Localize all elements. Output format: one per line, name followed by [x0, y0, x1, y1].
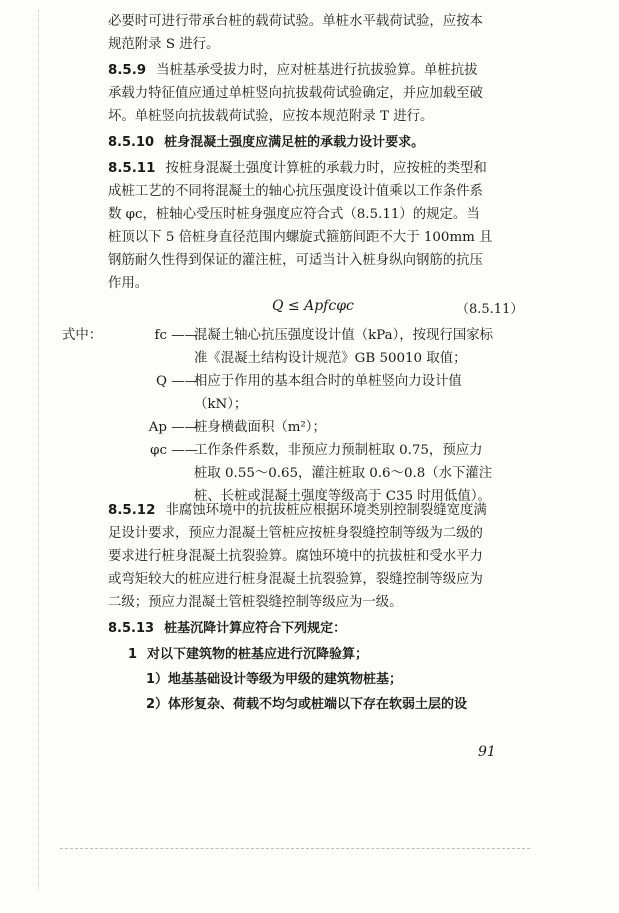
clause-number: 1 [128, 647, 138, 662]
text-line [108, 182, 520, 201]
clause-number: 8.5.9 [108, 63, 147, 78]
definition-symbol: Q —— [155, 374, 198, 389]
text-line [108, 159, 520, 178]
text-line [108, 570, 520, 589]
definition-text: （kN）； [194, 397, 248, 412]
definition-symbol: fc —— [154, 328, 198, 343]
line-text: 成桩工艺的不同将混凝土的轴心抗压强度设计值乘以工作条件系 [108, 184, 483, 199]
line-text: 数 φc，桩轴心受压时桩身强度应符合式（8.5.11）的规定。当 [108, 207, 480, 222]
equation-number: （8.5.11） [456, 302, 524, 317]
footer-rule [60, 848, 530, 849]
line-text: 桩基沉降计算应符合下列规定： [164, 621, 347, 636]
line-text: 非腐蚀环境中的抗拔桩应根据环境类别控制裂缝宽度满 [165, 503, 487, 518]
text-line [108, 133, 520, 152]
definition-text: 准《混凝土结构设计规范》GB 50010 取值； [194, 351, 467, 366]
clause-number: 8.5.11 [108, 161, 156, 176]
text-line [108, 524, 520, 543]
definition-symbol: Ap —— [148, 420, 198, 435]
equation: Q ≤ Apfcφc [272, 298, 354, 314]
text-line [108, 205, 520, 224]
line-text: 当桩基承受拔力时，应对桩基进行抗拔验算。单桩抗拔 [156, 63, 478, 78]
clause-number: 8.5.12 [108, 503, 156, 518]
text-line [108, 12, 520, 31]
line-text: 1）地基基础设计等级为甲级的建筑物桩基； [146, 672, 403, 687]
line-text: 规范附录 S 进行。 [108, 37, 220, 52]
definition-text: 工作条件系数，非预应力预制桩取 0.75，预应力 [194, 443, 483, 458]
line-text: 桩身混凝土强度应满足桩的承载力设计要求。 [164, 135, 425, 150]
definition-symbol: φc —— [150, 443, 198, 458]
text-line [108, 228, 520, 247]
line-text: 对以下建筑物的桩基应进行沉降验算； [147, 647, 369, 662]
line-text: 或弯矩较大的桩应进行桩身混凝土抗裂验算，裂缝控制等级应为 [108, 572, 483, 587]
line-text: 作用。 [108, 276, 149, 291]
text-line [128, 645, 520, 664]
clause-number: 8.5.10 [108, 135, 155, 150]
definition-text: 桩身横截面积（m²）； [194, 420, 326, 435]
definition-text: 桩取 0.55～0.65，灌注桩取 0.6～0.8（水下灌注 [194, 466, 493, 481]
clause-number: 8.5.13 [108, 621, 155, 636]
text-line [108, 107, 520, 126]
text-line [108, 619, 520, 638]
text-line [108, 251, 520, 270]
line-text: 2）体形复杂、荷载不均匀或桩端以下存在软弱土层的设 [146, 697, 468, 712]
line-text: 要求进行桩身混凝土抗裂验算。腐蚀环境中的抗拔桩和受水平力 [108, 549, 483, 564]
line-text: 桩顶以下 5 倍桩身直径范围内螺旋式箍筋间距不大于 100mm 且 [108, 230, 493, 245]
text-line [108, 61, 520, 80]
line-text: 二级；预应力混凝土管桩裂缝控制等级应为一级。 [108, 595, 403, 610]
text-line [146, 695, 520, 714]
text-line [108, 84, 520, 103]
definition-text: 相应于作用的基本组合时的单桩竖向力设计值 [194, 374, 462, 389]
text-line [108, 547, 520, 566]
text-line [146, 670, 520, 689]
text-line [108, 274, 520, 293]
page-number: 91 [478, 744, 496, 760]
line-text: 坏。单桩竖向抗拔载荷试验，应按本规范附录 T 进行。 [108, 109, 434, 124]
line-text: 足设计要求，预应力混凝土管桩应按桩身裂缝控制等级为二级的 [108, 526, 483, 541]
text-line [108, 35, 520, 54]
definitions-intro: 式中： [62, 328, 103, 343]
line-text: 承载力特征值应通过单桩竖向抗拔载荷试验确定，并应加载至破 [108, 86, 483, 101]
definition-text: 桩、长桩或混凝土强度等级高于 C35 时用低值）。 [194, 489, 491, 504]
margin-rule [38, 10, 39, 890]
text-line [108, 593, 520, 612]
definition-text: 混凝土轴心抗压强度设计值（kPa），按现行国家标 [194, 328, 494, 343]
line-text: 必要时可进行带承台桩的载荷试验。单桩水平载荷试验，应按本 [108, 14, 483, 29]
line-text: 按桩身混凝土强度计算桩的承载力时，应按桩的类型和 [165, 161, 487, 176]
line-text: 钢筋耐久性得到保证的灌注桩，可适当计入桩身纵向钢筋的抗压 [108, 253, 483, 268]
